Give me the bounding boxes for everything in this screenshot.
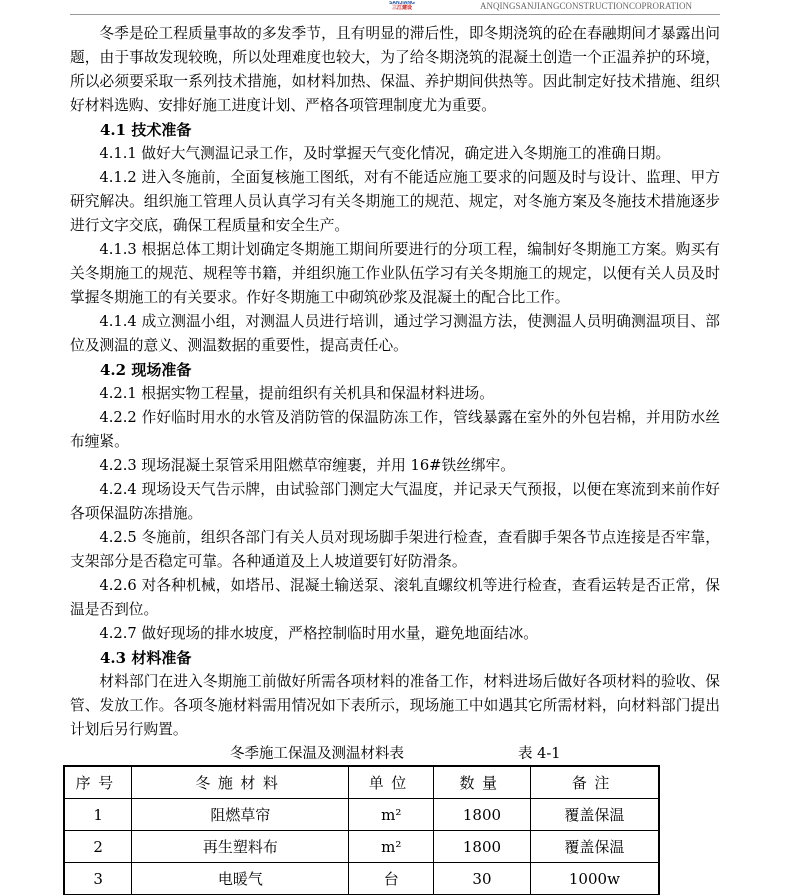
cell-remark: 1000w — [530, 863, 659, 895]
paragraph-4-1-1: 4.1.1 做好大气测温记录工作，及时掌握天气变化情况，确定进入冬期施工的准确日期。 — [99, 145, 671, 162]
section-heading-4-3: 4.3 材料准备 — [100, 649, 192, 667]
header-remark: 备注 — [530, 766, 659, 799]
paragraph-4-1-2: 4.1.2 进入冬施前，全面复核施工图纸，对有不能适应施工要求的问题及时与设计、监理、甲方研究解决。组织施工管理人员认真学习有关冬期施工的规范、规定，对冬施方案及冬施技术措施逐步进行文字交底，确保工程质量和安全生产。 — [70, 169, 720, 234]
cell-index: 2 — [64, 831, 132, 863]
cell-index: 3 — [64, 863, 132, 895]
table-row — [64, 799, 659, 831]
cell-material: 电暖气 — [132, 863, 349, 895]
cell-quantity: 1800 — [434, 831, 531, 863]
cell-unit: m² — [349, 831, 434, 863]
cell-unit: m² — [349, 799, 434, 831]
logo-text-cn: 三江建设 — [391, 5, 412, 11]
table-row — [64, 831, 659, 863]
paragraph-4-2-4: 4.2.4 现场设天气告示牌，由试验部门测定大气温度，并记录天气预报，以便在寒流到来前作好各项保温防冻措施。 — [70, 481, 720, 522]
paragraph-4-2-7: 4.2.7 做好现场的排水坡度，严格控制临时用水量，避免地面结冰。 — [99, 625, 538, 642]
paragraph-4-1-3: 4.1.3 根据总体工期计划确定冬期施工期间所要进行的分项工程，编制好冬期施工方案。购买有关冬期施工的规范、规程等书籍，并组织施工作业队伍学习有关冬期施工的规定，以便有关人员及时掌握冬期施工的有关要求。作好冬期施工中砌筑砂浆及混凝土的配合比工作。 — [70, 241, 720, 306]
paragraph-4-2-3: 4.2.3 现场混凝土泵管采用阻燃草帘缠裹，并用 16#铁丝绑牢。 — [99, 457, 515, 474]
cell-material: 再生塑料布 — [132, 831, 349, 863]
logo-text-en: SANJIANG — [389, 1, 415, 6]
header-index: 序号 — [64, 766, 132, 799]
header-quantity: 数量 — [434, 766, 531, 799]
intro-paragraph: 冬季是砼工程质量事故的多发季节，且有明显的滞后性，即冬期浇筑的砼在春融期间才暴露出问题，由于事故发现较晚，所以处理难度也较大，为了给冬期浇筑的混凝土创造一个正温养护的环境，所以必须要采取一系列技术措施，如材料加热、保温、养护期间供热等。因此制定好技术措施、组织好材料选购、安排好施工进度计划、严格各项管理制度尤为重要。 — [70, 25, 720, 114]
cell-unit: 台 — [349, 863, 434, 895]
table-number: 表 4-1 — [518, 746, 561, 762]
header-unit: 单位 — [349, 766, 434, 799]
header-material: 冬施材料 — [132, 766, 349, 799]
paragraph-4-3: 材料部门在进入冬期施工前做好所需各项材料的准备工作，材料进场后做好各项材料的验收、保管、发放工作。各项冬施材料需用情况如下表所示，现场施工中如遇其它所需材料，向材料部门提出计划后另行购置。 — [70, 673, 720, 738]
section-heading-4-2: 4.2 现场准备 — [100, 361, 192, 379]
cell-quantity: 1800 — [434, 799, 531, 831]
cell-remark: 覆盖保温 — [530, 831, 659, 863]
paragraph-4-2-1: 4.2.1 根据实物工程量，提前组织有关机具和保温材料进场。 — [99, 385, 494, 402]
table-caption — [70, 742, 720, 766]
table-header-row — [64, 766, 659, 799]
section-heading-4-1: 4.1 技术准备 — [100, 121, 192, 139]
paragraph-4-2-2: 4.2.2 作好临时用水的水管及消防管的保温防冻工作，管线暴露在室外的外包岩棉，并用防水丝布缠紧。 — [70, 409, 720, 450]
paragraph-4-1-4: 4.1.4 成立测温小组，对测温人员进行培训，通过学习测温方法，使测温人员明确测温项目、部位及测温的意义、测温数据的重要性，提高责任心。 — [70, 313, 720, 354]
page-header — [70, 0, 720, 15]
paragraph-4-2-6: 4.2.6 对各种机械，如塔吊、混凝土输送泵、滚轧直螺纹机等进行检查，查看运转是否正常，保温是否到位。 — [70, 577, 720, 618]
materials-table — [63, 765, 660, 895]
cell-material: 阻燃草帘 — [132, 799, 349, 831]
company-name: ANQINGSANJIANGCONSTRUCTIONCOPRORATION — [480, 1, 693, 11]
document-body — [70, 22, 720, 766]
table-title: 冬季施工保温及测温材料表 — [230, 746, 404, 762]
cell-remark: 覆盖保温 — [530, 799, 659, 831]
paragraph-4-2-5: 4.2.5 冬施前，组织各部门有关人员对现场脚手架进行检查，查看脚手架各节点连接是否牢靠，支架部分是否稳定可靠。各种通道及上人坡道要钉好防滑条。 — [70, 529, 720, 570]
cell-index: 1 — [64, 799, 132, 831]
company-logo — [378, 1, 426, 13]
cell-quantity: 30 — [434, 863, 531, 895]
table-row — [64, 863, 659, 895]
